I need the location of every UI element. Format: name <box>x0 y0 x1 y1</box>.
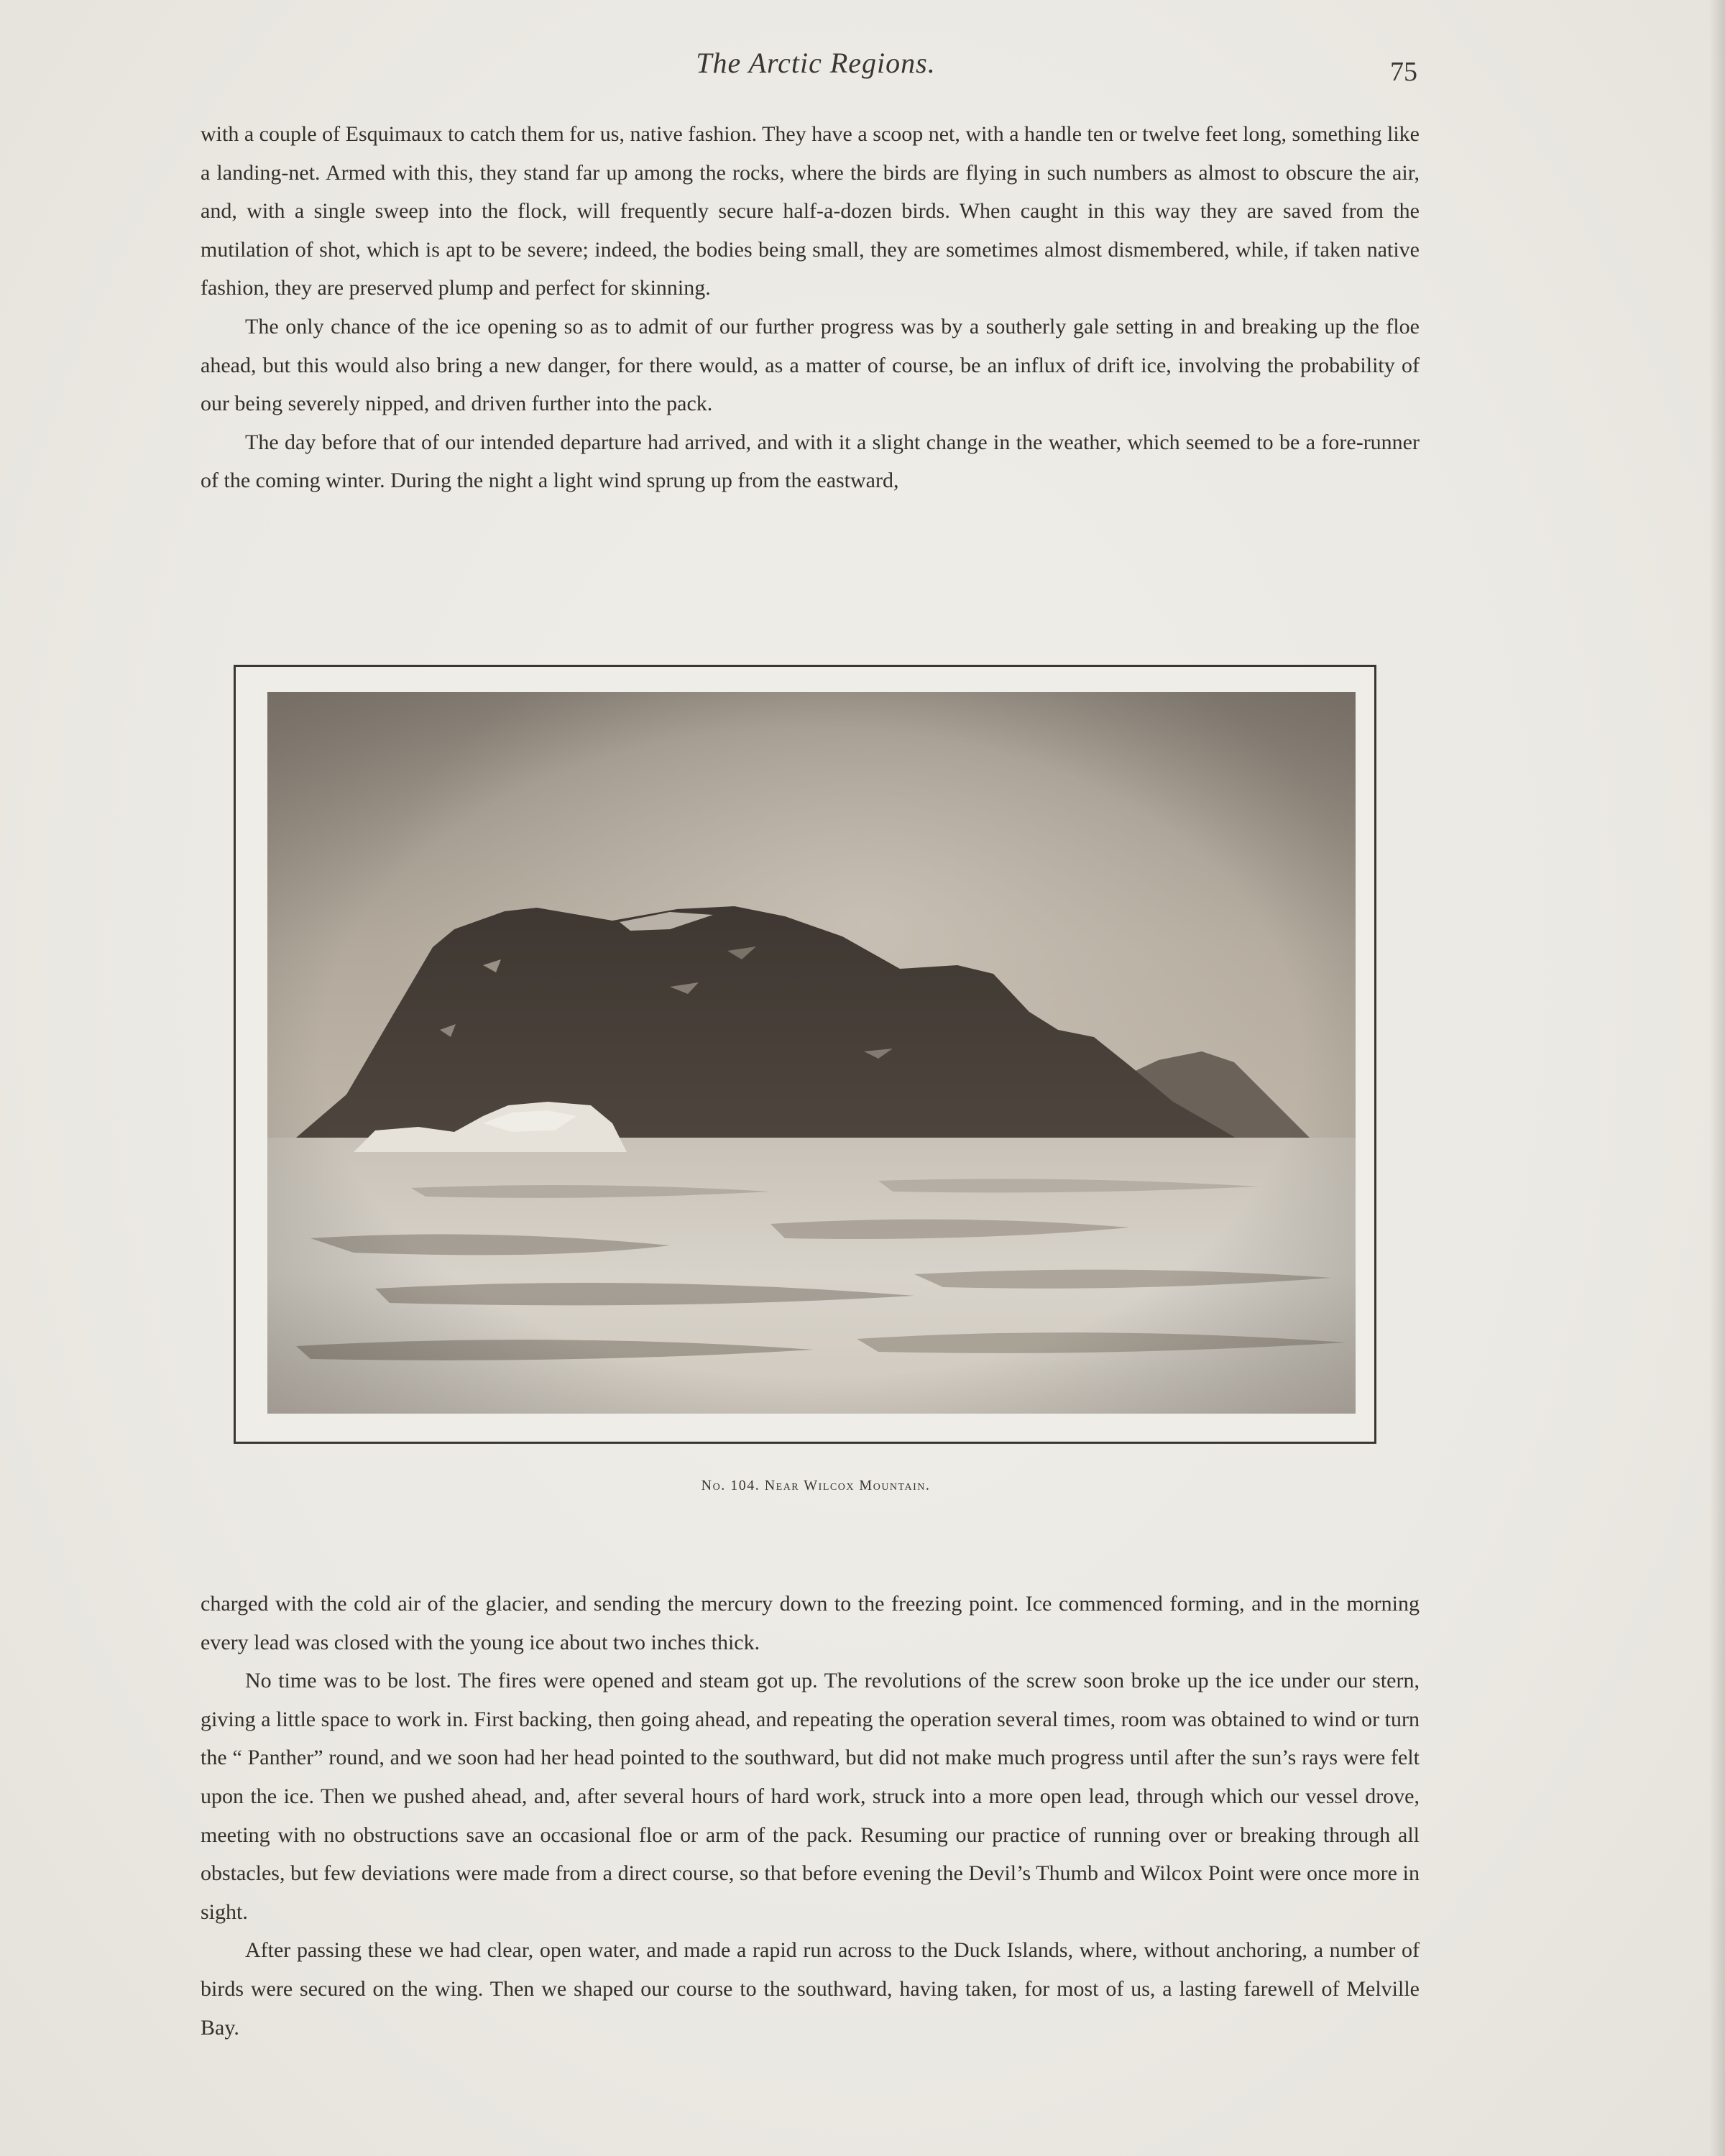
paragraph: with a couple of Esquimaux to catch them for us, native fashion. They have a scoop net, with a handle ten or twelve feet long, something like a landing-net. Armed with this, they stand far up among the rocks, where the birds are flying in such numbers as almost to obscure the air, and, with a single sweep into the flock, will frequently secure half-a-dozen birds. When caught in this way they are saved from the mutilation of shot, which is apt to be severe; indeed, the bodies being small, they are sometimes almost dismembered, while, if taken native fashion, they are preserved plump and perfect for skinning. <box>201 122 1420 300</box>
paragraph: The only chance of the ice opening so as to admit of our further progress was by a southerly gale setting in and breaking up the floe ahead, but this would also bring a new danger, for there would, as a matter of course, be an influx of drift ice, involving the probability of our being severely nipped, and driven further into the pack. <box>201 314 1420 416</box>
body-text-bottom <box>201 1585 1420 2047</box>
running-title: The Arctic Regions. <box>696 47 936 79</box>
photograph-illustration <box>267 692 1356 1414</box>
plate-caption: No. 104. Near Wilcox Mountain. <box>701 1478 931 1493</box>
paragraph: The day before that of our intended departure had arrived, and with it a slight change in the weather, which seemed to be a fore-runner of the coming winter. During the night a light wind sprung up from the eastward, <box>201 430 1420 493</box>
page-edge-shadow <box>1709 0 1725 2156</box>
paragraph: After passing these we had clear, open water, and made a rapid run across to the Duck Islands, where, without anchoring, a number of birds were secured on the wing. Then we shaped our course to the southward, having taken, for most of us, a lasting farewell of Melville Bay. <box>201 1938 1420 2040</box>
body-text-top <box>201 115 1420 500</box>
page-number: 75 <box>1390 57 1417 87</box>
paragraph: charged with the cold air of the glacier, and sending the mercury down to the freezing point. Ice commenced forming, and in the morning every lead was closed with the young ice about two inches thick. <box>201 1592 1420 1654</box>
paragraph: No time was to be lost. The fires were opened and steam got up. The revolutions of the screw soon broke up the ice under our stern, giving a little space to work in. First backing, then going ahead, and repeating the operation several times, room was obtained to wind or turn the “ Panther” round, and we soon had her head pointed to the southward, but did not make much progress until after the sun’s rays were felt upon the ice. Then we pushed ahead, and, after several hours of hard work, struck into a more open lead, through which our vessel drove, meeting with no obstructions save an occasional floe or arm of the pack. Resuming our practice of running over or breaking through all obstacles, but few deviations were made from a direct course, so that before evening the Devil’s Thumb and Wilcox Point were once more in sight. <box>201 1669 1420 1924</box>
plate-photograph <box>267 692 1356 1414</box>
